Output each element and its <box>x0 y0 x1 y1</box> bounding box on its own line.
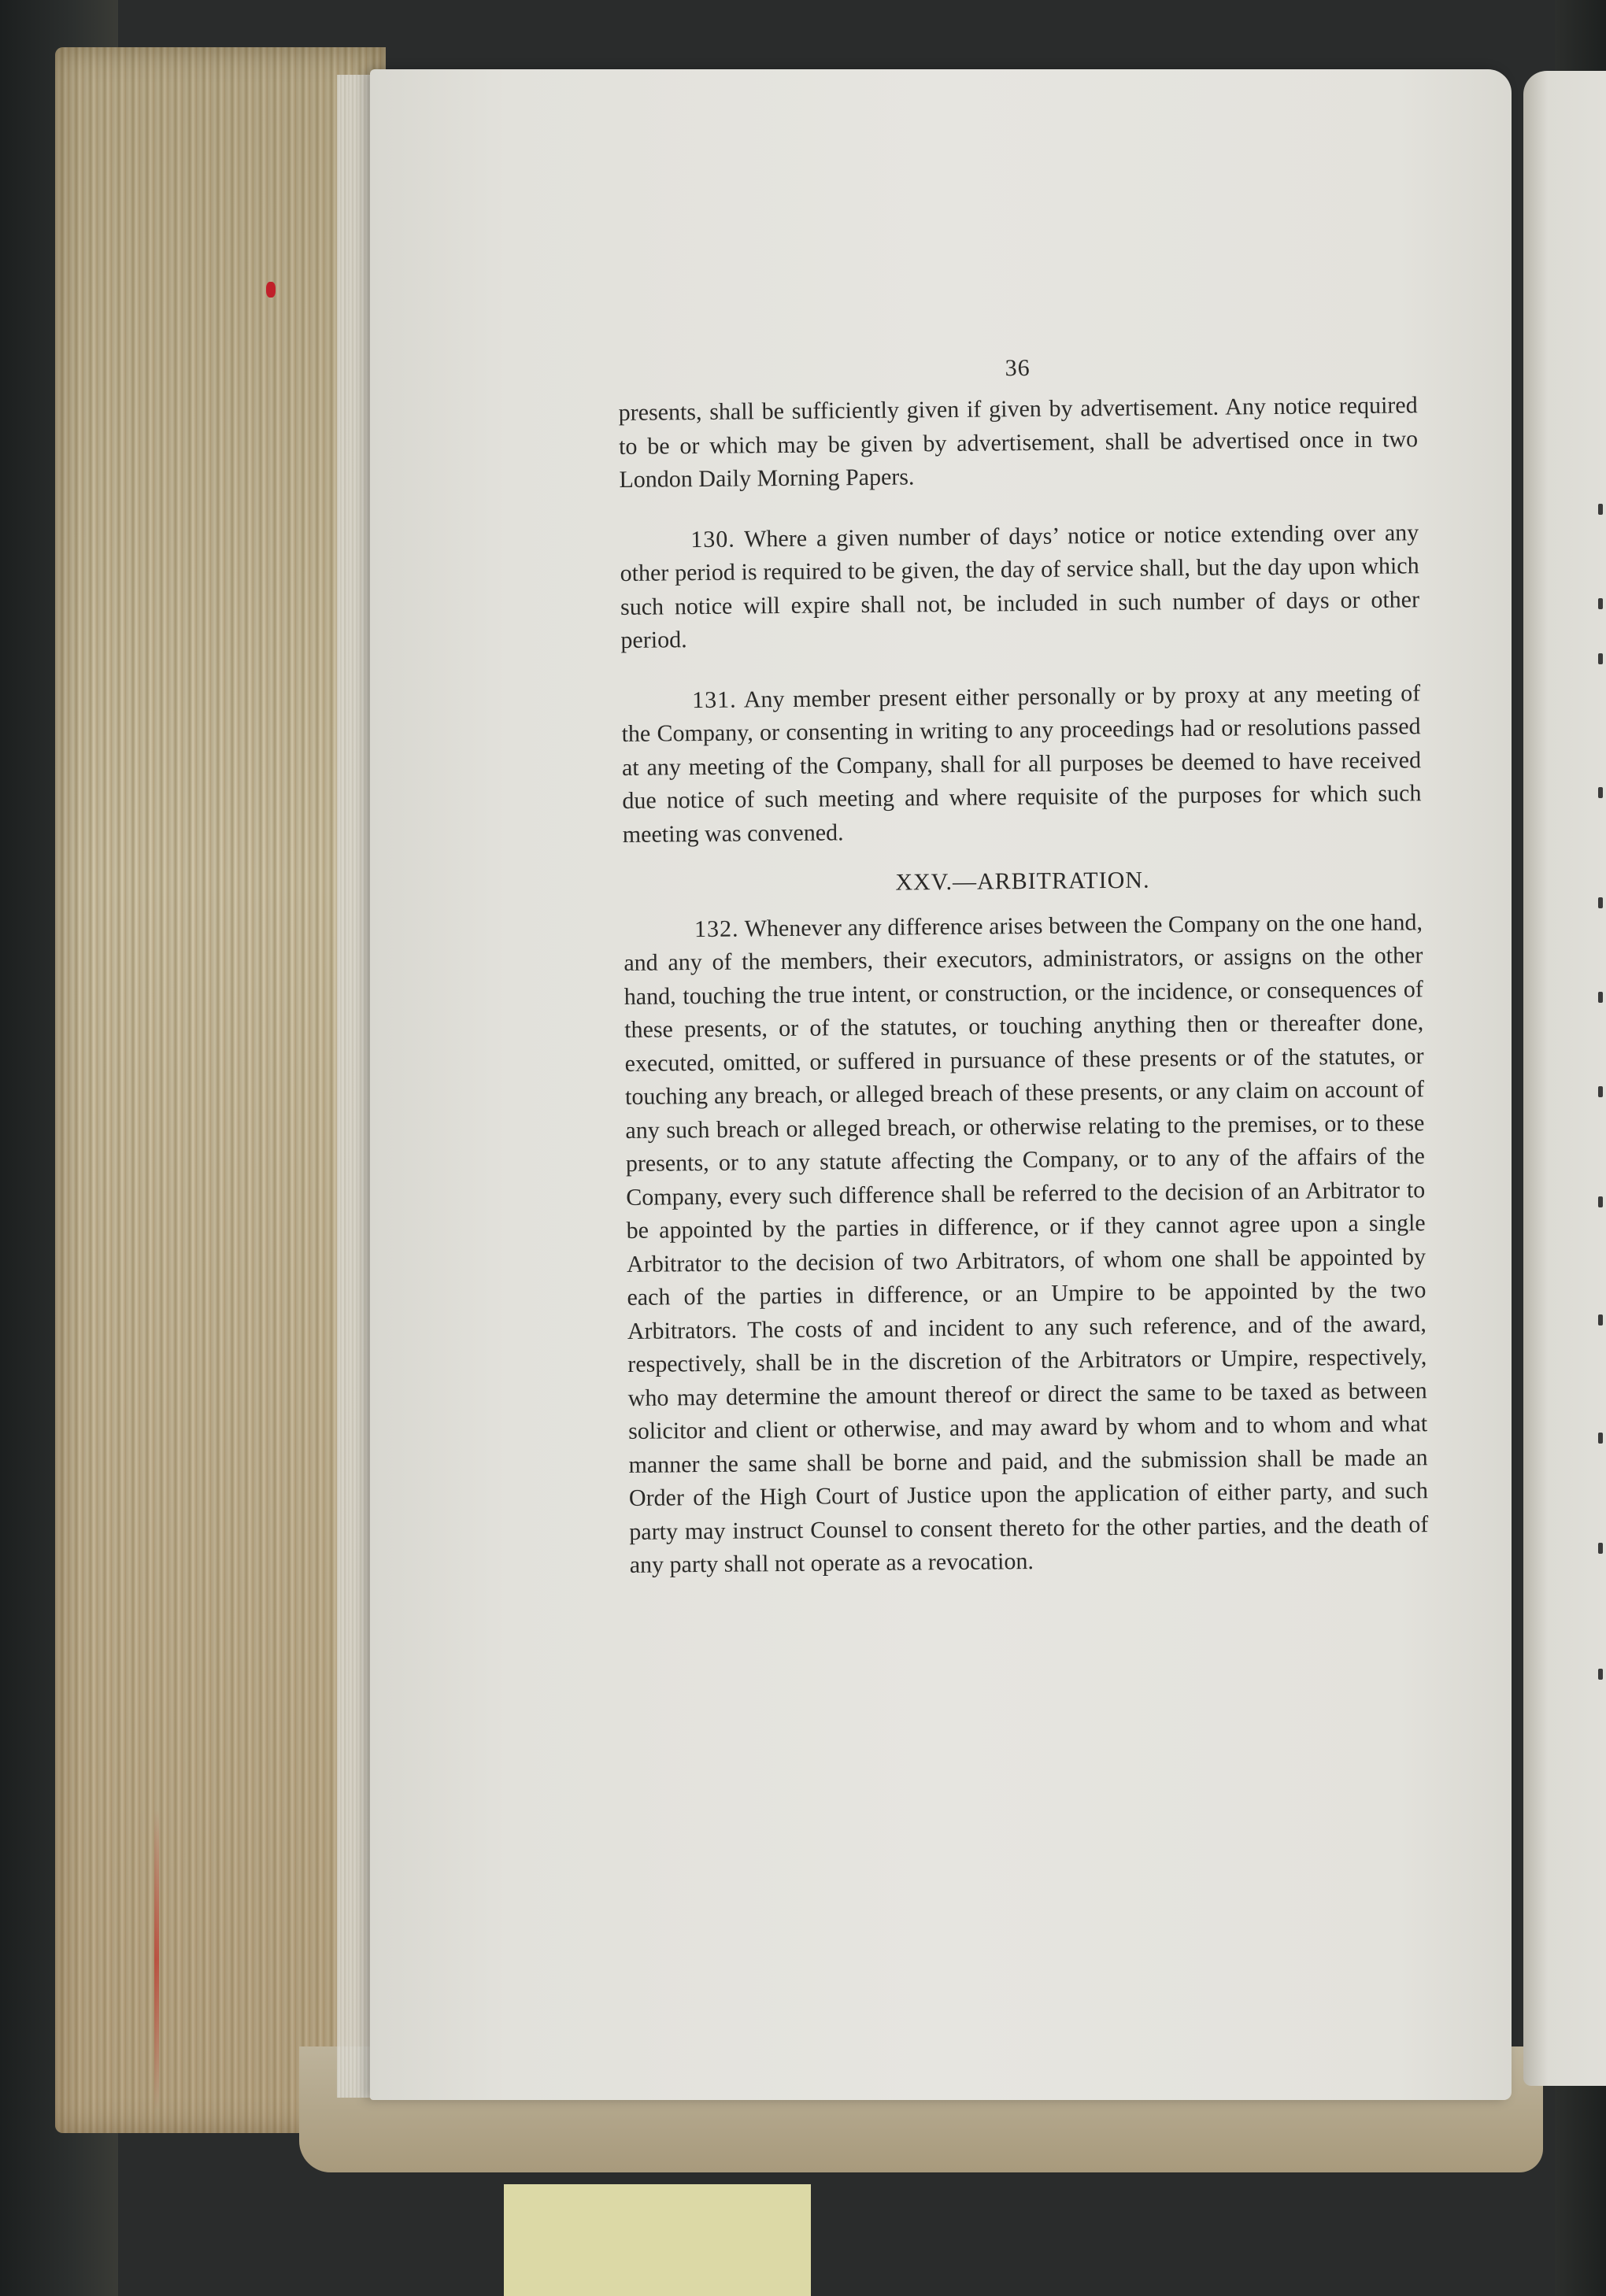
red-edge-stain <box>154 1810 159 2109</box>
red-marker-tab <box>266 282 276 298</box>
page-number: 36 <box>1005 354 1031 382</box>
paragraph-number: 130. <box>690 526 735 553</box>
facing-page-edge <box>1523 71 1606 2086</box>
paragraph-text: Whenever any difference arises between the Company on the one hand, and any of the members, their executors, administrators, or assigns on the other hand, touching the true intent, or construction, or the incidence, or consequences of these presents, or of the statutes, or touching anything then or thereafter done, executed, omitted, or suffered in pursuance of these presents or of the statutes, or touching any breach, or alleged breach of these presents, or any claim on account of any such breach or alleged breach, or otherwise relating to the premises, or to these presents, or to any statute affecting the Company, or to any of the affairs of the Company, every such difference shall be referred to the decision of an Arbitrator to be appointed by the parties in difference, or if they cannot agree upon a single Arbitrator to the decision of two Arbitrators, of whom one shall be appointed by each of the parties in difference, or an Umpire to be appointed by the two Arbitrators. The costs of and incident to any such reference, and of the award, respectively, shall be in the discretion of the Arbitrators or Umpire, respectively, who may determine the amount thereof or direct the same to be taxed as between solicitor and client or otherwise, and may award by whom and to whom and what manner the same shall be borne and paid, and the submission shall be made an Order of the High Court of Justice upon the application of either party, and such party may instruct Counsel to consent thereto for the other parties, and the death of any party shall not operate as a revocation. <box>624 908 1429 1578</box>
section-heading: XXV.—ARBITRATION. <box>895 867 1150 896</box>
paper-slip <box>504 2184 811 2296</box>
paragraph-text: presents, shall be sufficiently given if given by advertisement. Any notice required to be or which may be given by advertisement, shall be advertised once in two London Daily Morning Papers. <box>618 392 1419 493</box>
paragraph-number: 132. <box>694 915 739 942</box>
page-text-block <box>618 348 1429 1582</box>
paragraph-number: 131. <box>692 686 737 713</box>
paragraph-text: Where a given number of days’ notice or notice extending over any other period is required to be given, the day of service shall, but the day upon which such notice will expire shall not, be included in such number of days or other period. <box>620 519 1420 653</box>
paragraph-132 <box>624 906 1429 1583</box>
paragraph-text: Any member present either personally or by proxy at any meeting of the Company, or consenting in writing to any proceedings had or resolutions passed at any meeting of the Company, shall for all purposes be deemed to have received due notice of such meeting and where requisite of the purposes for which such meeting was convened. <box>621 679 1422 848</box>
facing-page-text-fragments <box>1598 488 1606 1747</box>
paragraph-131 <box>621 677 1422 852</box>
paragraph-130 <box>620 516 1420 658</box>
paragraph-continued <box>618 389 1418 497</box>
page-edges-shading <box>55 47 386 2133</box>
